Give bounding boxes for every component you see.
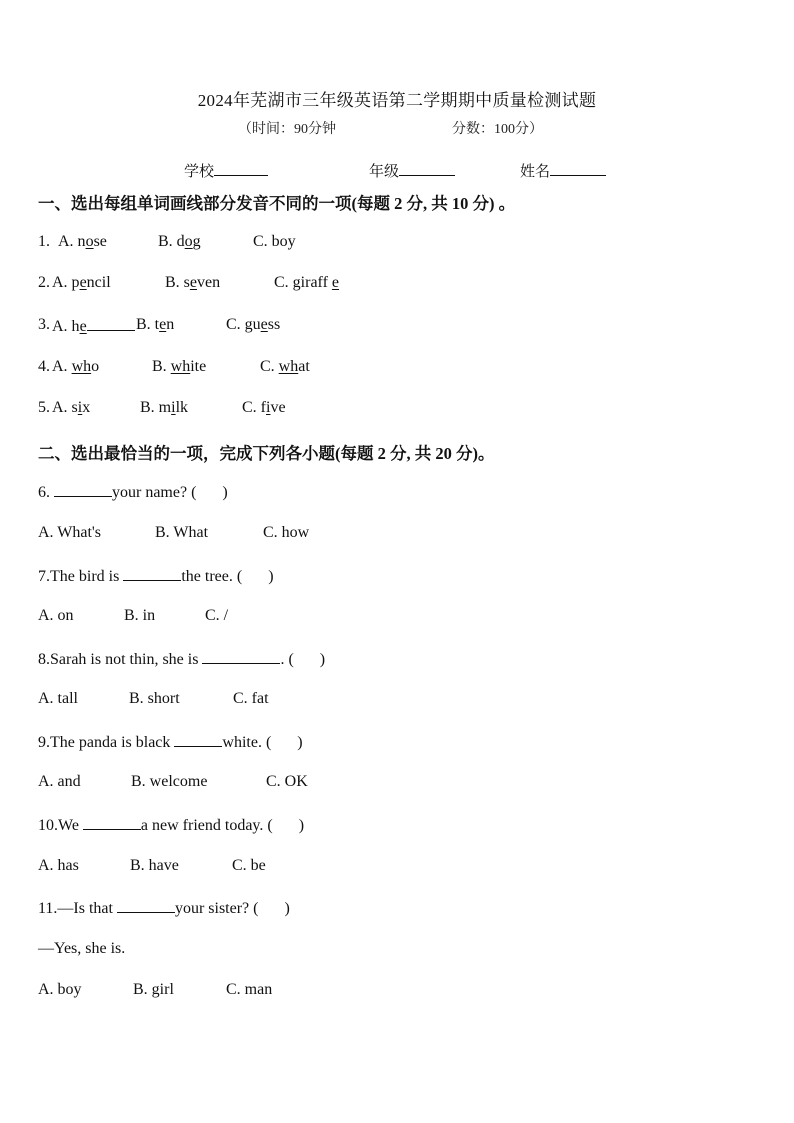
q4-option-b[interactable]: B. white <box>152 358 207 375</box>
grade-label: 年级 <box>369 164 400 180</box>
q9-option-c[interactable]: C. OK <box>266 773 308 790</box>
question-5 <box>38 399 286 417</box>
q5-option-c[interactable]: C. five <box>242 399 286 416</box>
q5-option-b[interactable]: B. milk <box>140 399 189 416</box>
question-4 <box>38 358 310 376</box>
q1-number: 1. <box>38 233 50 250</box>
q6-option-c[interactable]: C. how <box>263 524 310 541</box>
question-2 <box>38 274 340 292</box>
q2-number: 2. <box>38 274 50 291</box>
school-blank[interactable] <box>214 161 268 176</box>
name-blank[interactable] <box>550 161 606 176</box>
q10-blank[interactable] <box>83 815 141 830</box>
question-10: 10.We a new friend today. ( ) <box>38 817 305 834</box>
question-8: 8.Sarah is not thin, she is . ( ) <box>38 651 326 668</box>
q9-option-b[interactable]: B. welcome <box>131 773 208 790</box>
q7-option-b[interactable]: B. in <box>124 607 156 624</box>
q1-option-b[interactable]: B. dog <box>158 233 201 250</box>
grade-field[interactable] <box>369 160 455 181</box>
q11-option-b[interactable]: B. girl <box>133 981 174 998</box>
section-1-title: 一、选出每组单词画线部分发音不同的一项(每题 2 分, 共 10 分) 。 <box>38 194 516 213</box>
q8-blank[interactable] <box>202 649 280 664</box>
q2-option-a[interactable]: A. pencil <box>52 274 111 291</box>
q5-option-a[interactable]: A. six <box>52 399 91 416</box>
q10-option-c[interactable]: C. be <box>232 857 266 874</box>
q11-option-a[interactable]: A. boy <box>38 981 82 998</box>
q6-option-a[interactable]: A. What's <box>38 524 102 541</box>
q2-option-c[interactable]: C. giraff e <box>274 274 340 291</box>
total-score: 分数：100分） <box>452 122 543 137</box>
q11-blank[interactable] <box>117 898 175 913</box>
section-2-title: 二、选出最恰当的一项，完成下列各小题(每题 2 分, 共 20 分)。 <box>38 444 495 463</box>
time-limit: （时间：90分钟 <box>238 122 336 137</box>
q8-option-a[interactable]: A. tall <box>38 690 78 707</box>
q10-option-a[interactable]: A. has <box>38 857 79 874</box>
q3-number: 3. <box>38 316 50 333</box>
q6-blank[interactable] <box>54 482 112 497</box>
q10-option-b[interactable]: B. have <box>130 857 179 874</box>
q3-option-a[interactable]: A. he <box>52 316 135 336</box>
q8-option-c[interactable]: C. fat <box>233 690 269 707</box>
q4-option-c[interactable]: C. what <box>260 358 310 375</box>
q8-option-b[interactable]: B. short <box>129 690 180 707</box>
q1-option-c[interactable]: C. boy <box>253 233 296 250</box>
q11-option-c[interactable]: C. man <box>226 981 273 998</box>
q2-option-b[interactable]: B. seven <box>165 274 221 291</box>
grade-blank[interactable] <box>399 161 455 176</box>
question-1 <box>38 233 296 251</box>
q4-option-a[interactable]: A. who <box>52 358 100 375</box>
page-title: 2024年芜湖市三年级英语第二学期期中质量检测试题 <box>197 91 597 110</box>
q9-option-a[interactable]: A. and <box>38 773 81 790</box>
q5-number: 5. <box>38 399 50 416</box>
q1-option-a[interactable]: A. nose <box>58 233 107 250</box>
q7-blank[interactable] <box>123 566 181 581</box>
q4-number: 4. <box>38 358 50 375</box>
q3-option-c[interactable]: C. guess <box>226 316 281 333</box>
q6-option-b[interactable]: B. What <box>155 524 209 541</box>
name-label: 姓名 <box>520 164 551 180</box>
school-field[interactable] <box>184 160 268 181</box>
question-11: 11.—Is that your sister? ( ) <box>38 900 290 917</box>
question-9: 9.The panda is black white. ( ) <box>38 734 303 751</box>
question-6: 6. your name? ( ) <box>38 484 228 501</box>
q7-option-c[interactable]: C. / <box>205 607 229 624</box>
q7-option-a[interactable]: A. on <box>38 607 74 624</box>
q3-option-b[interactable]: B. ten <box>136 316 175 333</box>
q11-reply: —Yes, she is. <box>38 940 126 957</box>
question-3 <box>38 316 281 335</box>
school-label: 学校 <box>184 164 215 180</box>
q9-blank[interactable] <box>174 732 222 747</box>
question-7: 7.The bird is the tree. ( ) <box>38 568 274 585</box>
name-field[interactable] <box>520 160 606 181</box>
